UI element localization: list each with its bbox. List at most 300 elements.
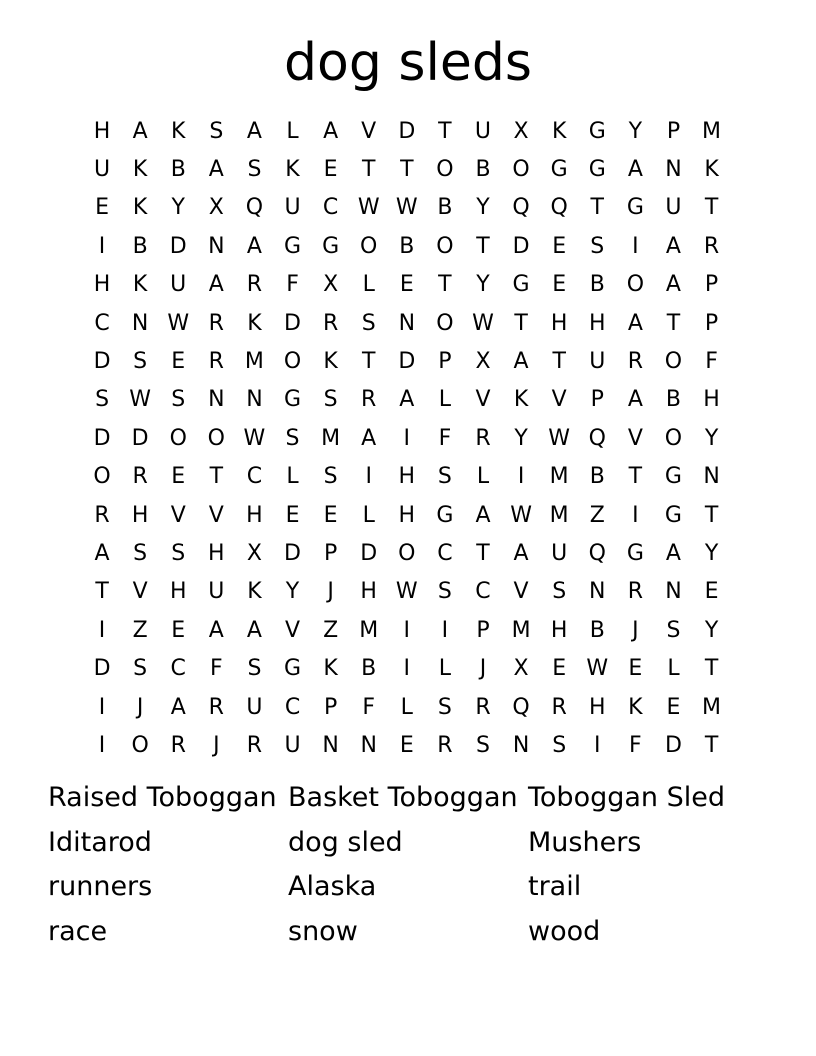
- grid-letter: H: [550, 310, 568, 336]
- grid-letter: F: [705, 349, 718, 375]
- grid-letter: S: [437, 694, 452, 720]
- grid-letter: F: [629, 732, 642, 758]
- grid-row: [83, 611, 731, 649]
- grid-letter: I: [632, 233, 639, 259]
- grid-letter: S: [133, 656, 148, 682]
- grid-letter: T: [514, 310, 528, 336]
- grid-letter: S: [476, 732, 490, 758]
- grid-letter: O: [664, 425, 683, 451]
- grid-letter: N: [665, 579, 682, 605]
- grid-letter: S: [666, 617, 681, 643]
- grid-letter: Z: [132, 617, 148, 643]
- grid-letter: R: [437, 732, 453, 758]
- grid-letter: G: [626, 195, 644, 221]
- grid-letter: A: [361, 425, 377, 451]
- grid-letter: V: [513, 579, 529, 605]
- grid-letter: E: [552, 656, 567, 682]
- grid-letter: B: [437, 195, 453, 221]
- word-list-item: Alaska: [288, 871, 377, 902]
- grid-letter: K: [171, 118, 186, 144]
- grid-letter: D: [284, 310, 301, 336]
- grid-letter: R: [132, 464, 148, 490]
- grid-letter: Q: [588, 540, 606, 566]
- grid-letter: S: [361, 310, 376, 336]
- grid-letter: T: [438, 272, 452, 298]
- grid-letter: J: [632, 617, 639, 643]
- grid-letter: E: [323, 157, 338, 183]
- grid-letter: S: [552, 732, 567, 758]
- grid-letter: G: [283, 656, 302, 682]
- grid-letter: B: [170, 157, 186, 183]
- grid-letter: Y: [285, 579, 300, 605]
- grid-letter: F: [210, 656, 223, 682]
- grid-letter: I: [632, 502, 639, 528]
- grid-letter: L: [362, 272, 375, 298]
- grid-letter: H: [398, 464, 416, 490]
- grid-letter: K: [132, 157, 148, 183]
- grid-letter: C: [437, 540, 453, 566]
- grid-letter: R: [170, 732, 186, 758]
- grid-letter: R: [94, 502, 110, 528]
- grid-letter: O: [626, 272, 645, 298]
- grid-letter: M: [359, 617, 379, 643]
- grid-letter: H: [208, 540, 225, 566]
- grid-letter: S: [95, 387, 110, 413]
- grid-letter: G: [512, 272, 530, 298]
- grid-letter: A: [513, 349, 529, 375]
- word-list-item: runners: [48, 871, 153, 902]
- grid-row: [83, 150, 731, 188]
- word-list-item: wood: [528, 915, 601, 947]
- grid-row: [83, 112, 731, 150]
- grid-letter: I: [98, 233, 106, 259]
- grid-letter: O: [131, 732, 149, 758]
- grid-letter: C: [322, 195, 339, 221]
- grid-letter: A: [94, 540, 110, 566]
- grid-letter: O: [93, 464, 111, 490]
- grid-letter: V: [170, 502, 186, 528]
- grid-letter: I: [98, 694, 106, 720]
- grid-letter: H: [550, 617, 568, 643]
- grid-letter: V: [284, 617, 301, 643]
- letter-grid: [83, 112, 731, 765]
- grid-letter: P: [323, 694, 338, 720]
- grid-letter: W: [548, 425, 571, 451]
- grid-letter: B: [589, 272, 605, 298]
- grid-letter: A: [246, 233, 262, 259]
- grid-letter: G: [283, 387, 302, 413]
- grid-letter: H: [131, 502, 149, 528]
- grid-letter: D: [398, 118, 416, 144]
- grid-letter: X: [323, 272, 339, 298]
- grid-letter: E: [704, 579, 719, 605]
- grid-letter: C: [246, 464, 263, 490]
- grid-letter: L: [286, 118, 299, 144]
- grid-letter: B: [132, 233, 148, 259]
- grid-letter: P: [590, 387, 604, 413]
- grid-letter: G: [588, 157, 606, 183]
- grid-letter: O: [436, 157, 454, 183]
- grid-letter: H: [93, 118, 111, 144]
- grid-letter: U: [284, 195, 301, 221]
- grid-letter: T: [438, 118, 452, 144]
- grid-row: [83, 266, 731, 304]
- grid-letter: E: [552, 233, 567, 259]
- grid-letter: K: [132, 272, 148, 298]
- grid-letter: K: [551, 118, 567, 144]
- grid-letter: T: [361, 157, 376, 183]
- grid-letter: Y: [476, 195, 490, 221]
- grid-letter: S: [209, 118, 224, 144]
- grid-letter: F: [362, 694, 376, 720]
- grid-letter: S: [323, 387, 338, 413]
- grid-letter: N: [131, 310, 149, 336]
- grid-letter: Z: [323, 617, 339, 643]
- grid-letter: T: [628, 464, 643, 490]
- grid-letter: E: [628, 656, 643, 682]
- grid-letter: K: [628, 694, 643, 720]
- grid-letter: X: [513, 656, 529, 682]
- grid-letter: V: [208, 502, 224, 528]
- grid-letter: I: [403, 425, 411, 451]
- grid-letter: P: [323, 540, 338, 566]
- grid-letter: D: [664, 732, 682, 758]
- grid-row: [83, 496, 731, 534]
- grid-letter: K: [704, 157, 719, 183]
- grid-letter: E: [171, 349, 186, 375]
- grid-letter: A: [208, 157, 224, 183]
- word-list-item: race: [48, 915, 108, 947]
- grid-letter: A: [665, 272, 681, 298]
- grid-letter: B: [665, 387, 681, 413]
- grid-letter: K: [323, 656, 338, 682]
- grid-letter: Z: [589, 502, 605, 528]
- grid-letter: R: [475, 694, 491, 720]
- grid-letter: D: [284, 540, 301, 566]
- grid-row: [83, 227, 731, 265]
- grid-letter: T: [95, 579, 109, 605]
- grid-letter: U: [665, 195, 682, 221]
- grid-letter: O: [664, 349, 683, 375]
- grid-letter: V: [132, 579, 148, 605]
- grid-letter: M: [321, 425, 341, 451]
- grid-letter: Q: [550, 195, 568, 221]
- grid-letter: Y: [628, 118, 643, 144]
- grid-letter: E: [95, 195, 109, 221]
- grid-letter: M: [549, 502, 569, 528]
- grid-letter: Q: [512, 195, 530, 221]
- grid-letter: N: [360, 732, 377, 758]
- grid-letter: S: [133, 540, 148, 566]
- grid-letter: H: [360, 579, 377, 605]
- grid-row: [83, 458, 731, 496]
- grid-letter: S: [590, 233, 605, 259]
- grid-letter: W: [357, 195, 380, 221]
- grid-letter: T: [704, 656, 719, 682]
- grid-letter: W: [167, 310, 190, 336]
- word-list-item: Toboggan Sled: [528, 782, 725, 813]
- grid-letter: M: [702, 118, 722, 144]
- grid-row: [83, 573, 731, 611]
- grid-letter: N: [398, 310, 416, 336]
- grid-letter: U: [246, 694, 263, 720]
- grid-letter: L: [400, 694, 413, 720]
- grid-letter: F: [438, 425, 452, 451]
- grid-letter: Y: [704, 540, 719, 566]
- grid-letter: T: [704, 732, 719, 758]
- grid-letter: M: [244, 349, 264, 375]
- grid-letter: V: [361, 118, 377, 144]
- grid-letter: O: [398, 540, 416, 566]
- grid-letter: N: [703, 464, 720, 490]
- grid-letter: Y: [171, 195, 185, 221]
- grid-letter: W: [395, 195, 418, 221]
- word-list-item: Basket Toboggan: [288, 782, 518, 813]
- grid-letter: N: [589, 579, 606, 605]
- grid-letter: K: [247, 310, 262, 336]
- grid-row: [83, 304, 731, 342]
- grid-letter: E: [552, 272, 567, 298]
- grid-letter: J: [327, 579, 334, 605]
- grid-letter: R: [361, 387, 377, 413]
- grid-row: [83, 419, 731, 457]
- grid-letter: A: [246, 617, 262, 643]
- word-list-item: snow: [288, 915, 358, 947]
- grid-letter: A: [627, 310, 643, 336]
- grid-letter: G: [436, 502, 454, 528]
- grid-letter: U: [589, 349, 606, 375]
- grid-letter: E: [399, 272, 414, 298]
- grid-letter: U: [170, 272, 187, 298]
- grid-letter: T: [361, 349, 376, 375]
- grid-letter: Q: [512, 694, 530, 720]
- grid-letter: X: [208, 195, 224, 221]
- grid-letter: D: [131, 425, 149, 451]
- grid-letter: D: [93, 656, 111, 682]
- grid-letter: R: [246, 272, 263, 298]
- grid-letter: L: [286, 464, 299, 490]
- grid-letter: D: [512, 233, 530, 259]
- grid-letter: R: [627, 349, 643, 375]
- word-list-item: dog sled: [288, 826, 403, 858]
- grid-row: [83, 649, 731, 687]
- grid-letter: O: [512, 157, 530, 183]
- grid-letter: Y: [514, 425, 528, 451]
- grid-letter: A: [208, 272, 224, 298]
- grid-letter: T: [704, 195, 719, 221]
- grid-letter: M: [702, 694, 722, 720]
- grid-letter: L: [667, 656, 680, 682]
- grid-letter: I: [403, 617, 411, 643]
- grid-letter: S: [171, 540, 186, 566]
- grid-letter: W: [243, 425, 266, 451]
- grid-letter: O: [283, 349, 302, 375]
- grid-letter: J: [136, 694, 144, 720]
- grid-letter: S: [552, 579, 567, 605]
- grid-letter: R: [208, 694, 224, 720]
- grid-letter: T: [209, 464, 224, 490]
- grid-letter: R: [551, 694, 567, 720]
- grid-letter: S: [437, 579, 452, 605]
- grid-letter: I: [403, 656, 411, 682]
- grid-letter: V: [475, 387, 491, 413]
- grid-letter: H: [169, 579, 187, 605]
- grid-letter: H: [246, 502, 263, 528]
- grid-letter: A: [132, 118, 148, 144]
- grid-letter: S: [285, 425, 300, 451]
- grid-letter: V: [551, 387, 567, 413]
- grid-letter: S: [247, 157, 262, 183]
- grid-letter: G: [626, 540, 644, 566]
- grid-letter: E: [666, 694, 681, 720]
- grid-letter: U: [474, 118, 492, 144]
- grid-letter: P: [704, 272, 719, 298]
- grid-letter: W: [586, 656, 609, 682]
- grid-letter: E: [171, 464, 186, 490]
- grid-letter: G: [283, 233, 302, 259]
- grid-letter: A: [399, 387, 415, 413]
- grid-letter: T: [704, 502, 719, 528]
- word-list-item: trail: [528, 871, 582, 902]
- grid-letter: I: [365, 464, 372, 490]
- grid-letter: O: [207, 425, 225, 451]
- grid-letter: U: [208, 579, 225, 605]
- grid-letter: I: [594, 732, 601, 758]
- grid-letter: C: [284, 694, 301, 720]
- grid-letter: Y: [476, 272, 490, 298]
- grid-letter: Q: [588, 425, 606, 451]
- grid-letter: T: [400, 157, 414, 183]
- grid-letter: K: [247, 579, 262, 605]
- grid-letter: P: [476, 617, 490, 643]
- grid-letter: D: [93, 349, 111, 375]
- grid-letter: O: [169, 425, 187, 451]
- grid-letter: G: [322, 233, 340, 259]
- grid-letter: L: [438, 387, 452, 413]
- grid-letter: A: [627, 157, 643, 183]
- grid-row: [83, 688, 731, 726]
- grid-row: [83, 726, 731, 764]
- grid-letter: H: [588, 310, 606, 336]
- page-title: dog sleds: [284, 33, 532, 93]
- grid-letter: C: [475, 579, 491, 605]
- grid-letter: K: [132, 195, 148, 221]
- word-list-item: Mushers: [528, 826, 642, 858]
- grid-letter: I: [98, 732, 106, 758]
- word-list-item: Iditarod: [48, 826, 152, 858]
- grid-letter: D: [169, 233, 187, 259]
- grid-letter: A: [208, 617, 224, 643]
- word-list-item: Raised Toboggan: [48, 782, 277, 813]
- grid-letter: B: [361, 656, 377, 682]
- grid-letter: T: [666, 310, 681, 336]
- grid-row: [83, 534, 731, 572]
- grid-letter: B: [589, 464, 605, 490]
- grid-letter: B: [589, 617, 605, 643]
- grid-letter: E: [171, 617, 186, 643]
- grid-letter: C: [170, 656, 186, 682]
- grid-letter: U: [284, 732, 301, 758]
- grid-letter: R: [246, 732, 263, 758]
- grid-letter: H: [398, 502, 416, 528]
- grid-letter: U: [93, 157, 111, 183]
- grid-letter: E: [399, 732, 414, 758]
- grid-letter: W: [510, 502, 532, 528]
- grid-letter: N: [208, 233, 225, 259]
- grid-letter: S: [437, 464, 452, 490]
- grid-letter: Y: [704, 425, 719, 451]
- grid-letter: W: [472, 310, 494, 336]
- grid-letter: O: [436, 233, 454, 259]
- grid-letter: V: [627, 425, 643, 451]
- grid-letter: E: [323, 502, 338, 528]
- grid-letter: U: [551, 540, 568, 566]
- grid-letter: Q: [245, 195, 264, 221]
- grid-letter: J: [213, 732, 220, 758]
- grid-letter: A: [627, 387, 643, 413]
- grid-letter: T: [552, 349, 566, 375]
- grid-letter: A: [665, 233, 681, 259]
- grid-letter: P: [438, 349, 452, 375]
- grid-letter: A: [246, 118, 262, 144]
- grid-letter: K: [285, 157, 300, 183]
- grid-letter: B: [475, 157, 491, 183]
- grid-letter: D: [93, 425, 111, 451]
- grid-letter: N: [322, 732, 339, 758]
- grid-letter: T: [476, 233, 490, 259]
- grid-letter: I: [98, 617, 106, 643]
- grid-letter: Y: [704, 617, 719, 643]
- grid-letter: M: [511, 617, 531, 643]
- grid-letter: R: [627, 579, 643, 605]
- grid-letter: X: [246, 540, 262, 566]
- grid-letter: P: [704, 310, 719, 336]
- grid-letter: T: [476, 540, 490, 566]
- grid-letter: A: [170, 694, 186, 720]
- grid-letter: G: [664, 464, 682, 490]
- grid-letter: G: [550, 157, 568, 183]
- grid-letter: R: [703, 233, 720, 259]
- grid-letter: L: [476, 464, 490, 490]
- grid-letter: C: [94, 310, 110, 336]
- word-list: [48, 776, 768, 954]
- grid-letter: A: [475, 502, 491, 528]
- grid-row: [83, 342, 731, 380]
- grid-letter: S: [247, 656, 262, 682]
- grid-letter: W: [129, 387, 152, 413]
- grid-letter: L: [362, 502, 375, 528]
- grid-letter: K: [513, 387, 529, 413]
- grid-letter: G: [664, 502, 682, 528]
- grid-letter: N: [512, 732, 530, 758]
- grid-letter: S: [323, 464, 338, 490]
- grid-letter: D: [360, 540, 378, 566]
- grid-letter: A: [323, 118, 339, 144]
- grid-letter: L: [438, 656, 452, 682]
- grid-letter: R: [208, 310, 224, 336]
- grid-letter: A: [665, 540, 681, 566]
- grid-letter: H: [93, 272, 111, 298]
- grid-letter: G: [588, 118, 606, 144]
- grid-letter: D: [398, 349, 416, 375]
- grid-letter: I: [517, 464, 525, 490]
- grid-letter: I: [441, 617, 449, 643]
- grid-letter: W: [395, 579, 418, 605]
- grid-letter: J: [479, 656, 487, 682]
- grid-row: [83, 381, 731, 419]
- grid-letter: R: [322, 310, 339, 336]
- grid-letter: S: [133, 349, 148, 375]
